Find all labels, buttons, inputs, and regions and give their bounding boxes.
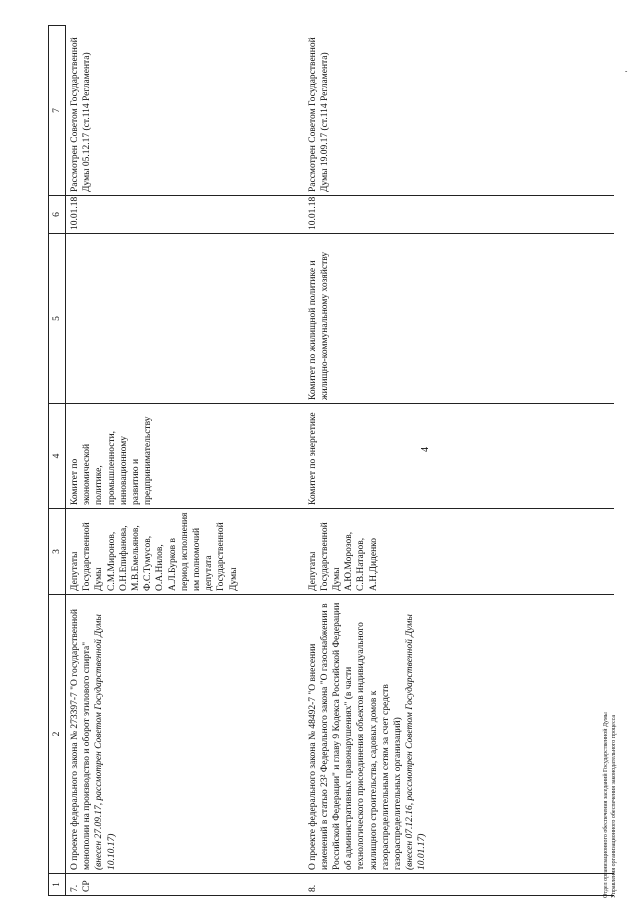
column-number: 6 (49, 196, 66, 234)
authors-cell: Депутаты Государственной Думы А.Ю.Морозов, С.В.Натаров, А.Н.Диденко (304, 509, 614, 595)
committee-cell: Комитет по экономической политике, промышленности, инновационному развитию и предпринимательству (66, 404, 304, 509)
stray-mark: - (625, 67, 628, 75)
table-row (304, 26, 614, 896)
bill-title: О проекте федерального закона № 48492-7 "О внесении изменений в статью 23² Федерального закона "О газоснабжении в Российской Федерации" и главу 9 Кодекса Российской Федерации об административных правонарушениях" (в части технологического присоединения объектов индивидуального жилищного строительства, садовых домов к газораспределительным сетям за счет средств газораспределительных организаций) (307, 602, 403, 870)
bills-table (48, 25, 614, 896)
bill-title: О проекте федерального закона № 273397-7 "О государственной монополии на производство и оборот этилового спирта" (70, 609, 93, 870)
status-cell: Рассмотрен Советом Государственной Думы 05.12.17 (ст.114 Регламента) (66, 26, 304, 196)
bill-note: (внесен 07.12.16, рассмотрен Советом Государственной Думы 10.01.17) (405, 614, 428, 870)
column-number-row (49, 26, 66, 896)
column-number: 1 (49, 874, 66, 896)
column-number: 4 (49, 404, 66, 509)
co-committee-cell (66, 234, 304, 404)
status-cell: Рассмотрен Советом Государственной Думы 19.09.17 (ст.114 Регламента) (304, 26, 614, 196)
co-committee-cell: Комитет по жилищной политике и жилищно-коммунальному хозяйству (304, 234, 614, 404)
row-mark: СР (82, 880, 93, 892)
row-number-cell (304, 874, 614, 896)
date-cell: 10.01.18 (304, 196, 614, 234)
footer-line: Управления организационного обеспечения законодательного процесса (610, 714, 617, 898)
row-number: 8. (307, 884, 318, 892)
bill-title-cell (304, 595, 614, 874)
footer-line: Отдел организационного обеспечения заседаний Государственной Думы (603, 712, 609, 898)
page-number: 4 (420, 447, 431, 452)
date-cell: 10.01.18 (66, 196, 304, 234)
column-number: 2 (49, 595, 66, 874)
row-number-cell (66, 874, 304, 896)
column-number: 3 (49, 509, 66, 595)
agenda-table-sheet (48, 26, 630, 896)
row-number: 7. (70, 884, 80, 892)
bill-note: (внесен 27.09.17, рассмотрен Советом Государственной Думы 10.10.17) (94, 614, 117, 870)
table-row (66, 26, 304, 896)
authors-cell: Депутаты Государственной Думы С.М.Миронов, О.Н.Епифанова, М.В.Емельянов, Ф.С.Тумусов, О.А.Нилов, А.Л.Бурков в период исполнения им полномочий депутата Государственной Думы (66, 509, 304, 595)
column-number: 5 (49, 234, 66, 404)
committee-cell: Комитет по энергетике (304, 404, 614, 509)
bill-title-cell (66, 595, 304, 874)
footer-note (603, 578, 618, 898)
column-number: 7 (49, 26, 66, 196)
